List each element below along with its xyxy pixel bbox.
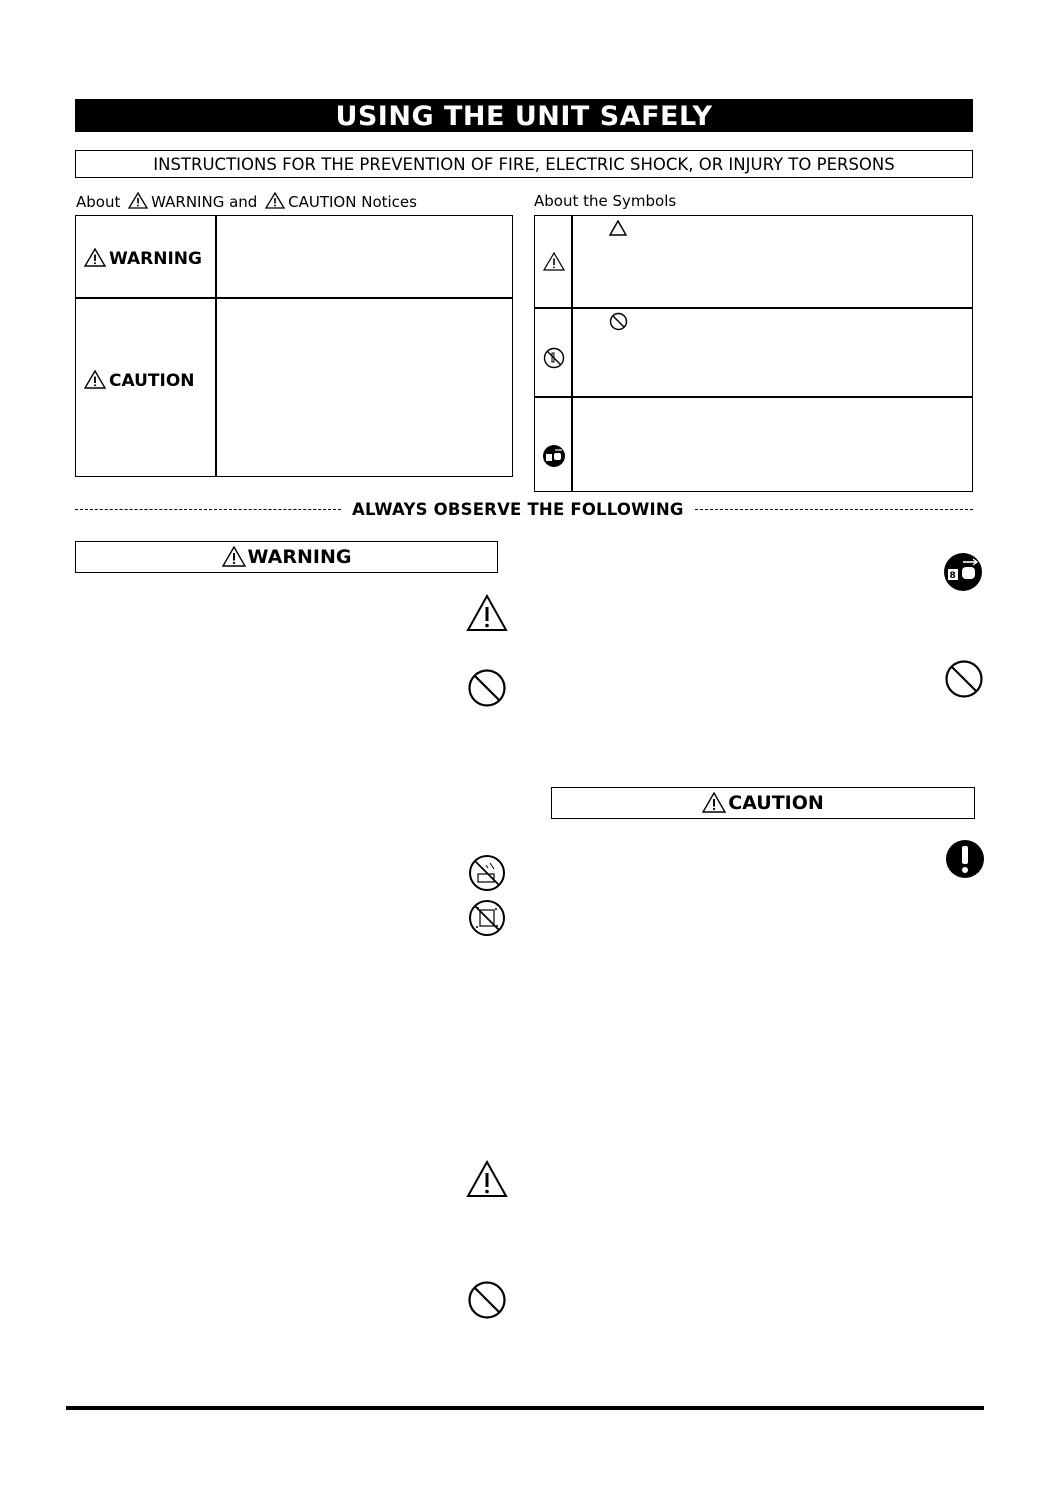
caution-notice-text: CAUTION xyxy=(109,371,195,391)
symbols-table xyxy=(534,215,973,492)
warning-notice-text: WARNING xyxy=(109,249,202,269)
prohibited-icon xyxy=(944,659,984,699)
mandatory-icon xyxy=(945,839,985,879)
warning-heading-text: WARNING xyxy=(247,546,352,568)
table-divider xyxy=(535,396,972,398)
warning-triangle-icon xyxy=(222,546,246,567)
no-disassemble-icon xyxy=(543,347,565,369)
triangle-outline-icon xyxy=(609,220,627,236)
no-water-icon xyxy=(468,854,506,892)
dashed-rule xyxy=(695,509,973,510)
table-divider xyxy=(76,297,512,299)
warning-triangle-icon xyxy=(466,1160,508,1198)
instructions-subtitle: INSTRUCTIONS FOR THE PREVENTION OF FIRE, ELECTRIC SHOCK, OR INJURY TO PERSONS xyxy=(75,150,973,178)
notices-table xyxy=(75,215,513,477)
prohibited-icon xyxy=(609,312,628,331)
warning-triangle-icon xyxy=(84,370,106,389)
prohibited-icon xyxy=(467,1280,507,1320)
always-observe-divider xyxy=(75,499,973,521)
no-disassemble-icon xyxy=(468,899,506,937)
table-divider xyxy=(535,307,972,309)
notices-label-prefix: About xyxy=(76,193,121,211)
unplug-icon xyxy=(542,444,566,468)
symbols-section-label: About the Symbols xyxy=(534,192,677,210)
notices-label-suffix: Notices xyxy=(361,193,417,211)
warning-triangle-icon xyxy=(265,192,285,209)
prohibited-icon xyxy=(467,668,507,708)
table-divider xyxy=(215,216,217,476)
svg-text:8: 8 xyxy=(949,571,956,581)
notices-label-warning: WARNING xyxy=(151,193,225,211)
caution-notice-label xyxy=(84,370,195,391)
warning-triangle-icon xyxy=(702,792,726,813)
notices-label-caution: CAUTION xyxy=(288,193,357,211)
warning-triangle-icon xyxy=(466,594,508,632)
dashed-rule xyxy=(75,509,341,510)
warning-notice-label xyxy=(84,248,202,269)
warning-triangle-icon xyxy=(128,192,148,209)
warning-triangle-icon xyxy=(543,252,565,271)
unplug-icon xyxy=(943,552,983,592)
warning-heading-box xyxy=(75,541,498,573)
page-title: USING THE UNIT SAFELY xyxy=(75,99,973,132)
notices-label-and: and xyxy=(229,193,258,211)
caution-heading-box xyxy=(551,787,975,819)
caution-heading-text: CAUTION xyxy=(728,792,824,814)
table-divider xyxy=(571,216,573,491)
notices-section-label xyxy=(76,192,417,211)
warning-triangle-icon xyxy=(84,248,106,267)
always-observe-heading: ALWAYS OBSERVE THE FOLLOWING xyxy=(352,500,684,519)
footer-rule xyxy=(66,1406,984,1410)
